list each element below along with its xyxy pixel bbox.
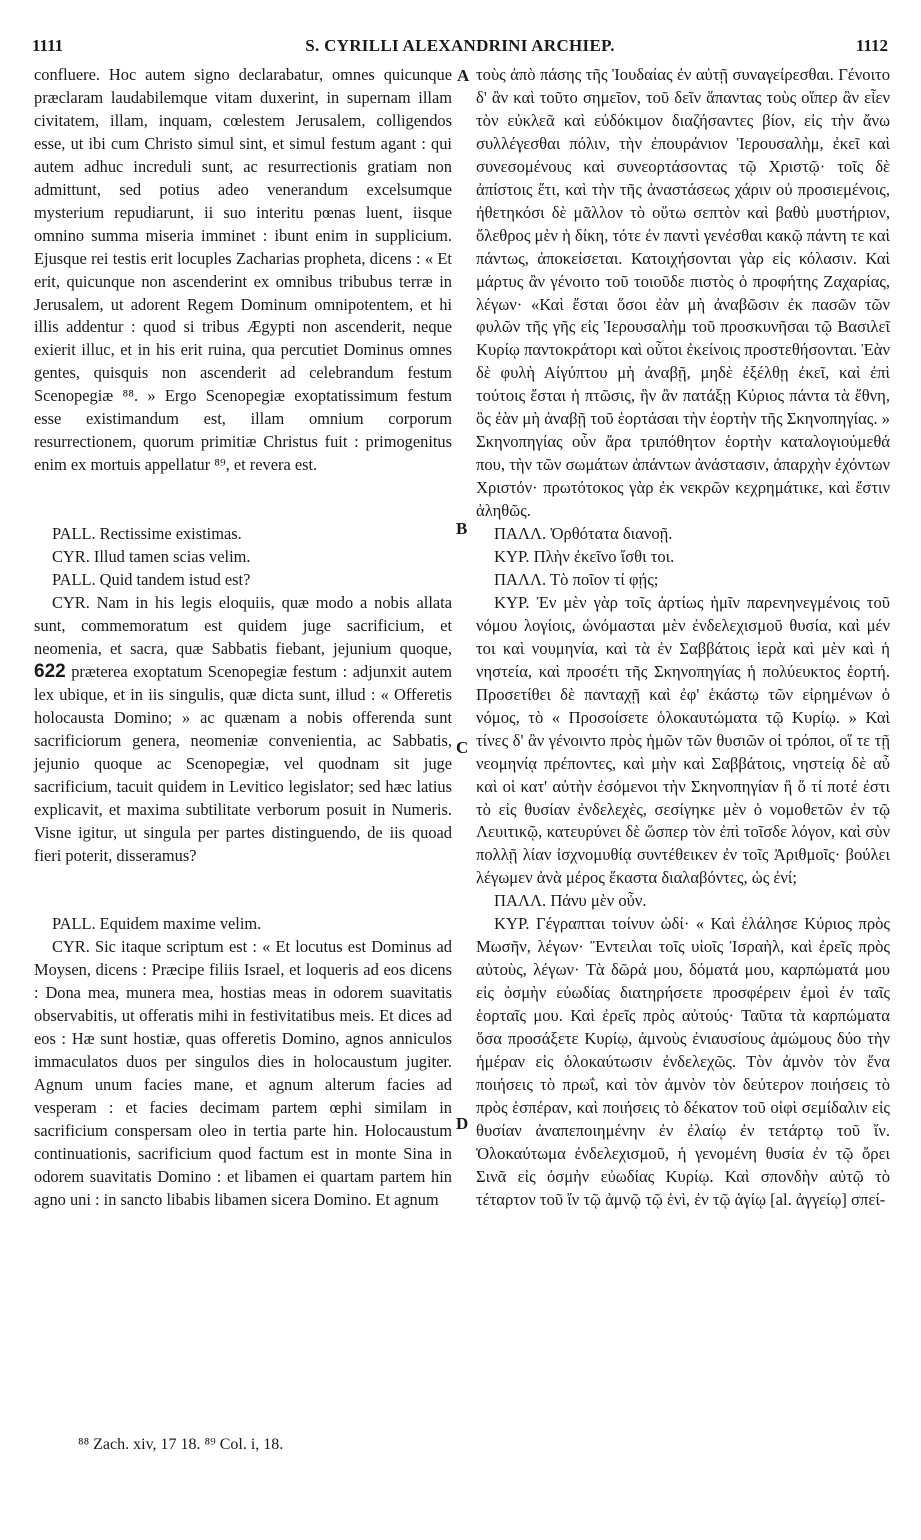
page-marker-622: 622 xyxy=(34,660,66,682)
latin-text: præterea exoptatum Scenopegiæ festum : adjunxit autem lex ubique, et in iis singulis, quæ dicta sunt, illud : « Offeretis holocausta Domino; » ac quænam a nobis offerenda sunt sacrificiorum genera, neomeniæ convenientia, ac Sabbatis, jejunio quoque ac Scenopegiæ, vel quodnam sit juge sacrificium, tacuit quidem in Levitico legislator; sed hæc latius explicavit, et maxima subtilitate verborum posuit in Numeris. Visne igitur, ut singula per partes distinguendo, de iis quoad fieri poterit, disseramus? xyxy=(34,661,452,865)
page-number-right: 1112 xyxy=(855,36,888,55)
latin-dialogue-line: PALL. Equidem maxime velim. xyxy=(52,914,262,934)
greek-dialogue-line: ΠΑΛΛ. Πάνυ μὲν οὖν. xyxy=(494,891,647,911)
latin-dialogue-line: PALL. Quid tandem istud est? xyxy=(52,570,251,590)
greek-dialogue-line: ΚΥΡ. Πλὴν ἐκεῖνο ἴσθι τοι. xyxy=(494,547,675,567)
greek-dialogue-line: ΠΑΛΛ. Ὀρθότατα διανοῇ. xyxy=(494,524,673,544)
margin-marker-b: B xyxy=(456,519,468,538)
greek-dialogue-line: ΠΑΛΛ. Τὸ ποῖον τί φῄς; xyxy=(494,569,659,589)
running-title: S. CYRILLI ALEXANDRINI ARCHIEP. xyxy=(305,36,615,55)
latin-text: CYR. Nam in his legis eloquiis, quæ modo a nobis allata sunt, commemoratum est quidem juge sacrificium, et neomenia, et sacra, quæ Sabbatis fiebant, jejunium quoque, xyxy=(34,593,452,658)
latin-paragraph: CYR. Sic itaque scriptum est : « Et locutus est Dominus ad Moysen, dicens : Præcipe filiis Israel, et loqueris ad eos dicens : Dona mea, munera mea, hostias meas in odorem suavitatis observabitis, ut offeratis mihi in festivitatibus meis. Et dices ad eos : Hæ sunt hostiæ, quas offeretis Domino, agnos anniculos immaculatos duos per singulos dies in holocaustum jugiter. Agnum unum facies mane, et agnum alterum facies ad vesperam : et facies decimam partem œphi similam in sacrificium conspersam oleo in tertia parte hin. Holocaustum continuationis, sacrificium quod factum est in monte Sina in odorem suavitatis Domino : et libamen ei quartam partem hin agno uni : in sancto libabis libamen sicera Domino. Et agnum xyxy=(34,937,452,1209)
latin-dialogue-line: CYR. Illud tamen scias velim. xyxy=(52,547,251,567)
latin-paragraph: confluere. Hoc autem signo declarabatur, omnes quicunque præclaram laudabilemque vitam duxerint, in supernam illam civitatem, illam, inquam, cœlestem Jerusalem, colligendos esse, ut ibi cum Christo simul sint, et simul festum agant : qui autem adhuc increduli sunt, ac resurrectionis gratiam non admittunt, sed potius adeo venerandum excelsumque mysterium repudiarunt, ii suo interitu pœnas luent, iisque omnino summa miseria imminet : ibunt enim in supplicium. Ejusque rei testis erit locuples Zacharias propheta, dicens : « Et erit, quicunque non ascenderint ex omnibus tribubus terræ in Jerusalem, ut adorent Regem Dominum omnipotentem, et hi illis addentur : quod si tribus Ægypti non ascenderit, neque exierit illuc, et in his erit ruina, qua percutiet Dominus omnes gentes, quisquis non ascenderit ad celebrandum festum Scenopegiæ ⁸⁸. » Ergo Scenopegiæ exoptatissimum festum esse existimandum est, illam omnium corporum resurrectionem, quorum primitiæ Christus fuit : primogenitus enim ex mortuis appellatur ⁸⁹, et revera est. xyxy=(34,65,452,475)
margin-marker-a: A xyxy=(457,66,470,85)
greek-paragraph: τοὺς ἀπὸ πάσης τῆς Ἰουδαίας ἐν αὐτῇ συναγείρεσθαι. Γένοιτο δ' ἂν καὶ τοῦτο σημεῖον, τοῦ δεῖν ἅπαντας τοὺς οἵπερ ἂν εἶεν τὸν εὐκλεᾶ καὶ εὐδόκιμον διαζήσαντες βίον, εἰς τὴν ἄνω συλλέγεσθαι πόλιν, τὴν ἐπουράνιον Ἱερουσαλὴμ, ἐκεῖ καὶ συνεσομένους καὶ συνεορτάσοντας τῷ Χριστῷ· τοῖς δὲ ἀπίστοις ἔτι, καὶ τὴν τῆς ἀναστάσεως χάριν οὐ προσιεμένοις, ἠθετηκόσι δὲ μᾶλλον τὸ οὕτω σεπτὸν καὶ βαθὺ μυστήριον, ὄλεθρος μὲν ἡ δίκη, τότε ἐν παντὶ γενέσθαι κακῷ πάντη τε καὶ πάντως, ἀποκείσεται. Κατοιχήσονται γὰρ εἰς κόλασιν. Καὶ μάρτυς ἂν γένοιτο τοῦ τοιοῦδε πιστὸς ὁ προφήτης Ζαχαρίας, λέγων· «Καὶ ἔσται ὅσοι ἐὰν μὴ ἀναβῶσιν ἐκ πασῶν τῶν φυλῶν τῆς γῆς εἰς Ἱερουσαλὴμ τοῦ προσκυνῆσαι τῷ Βασιλεῖ Κυρίῳ παντοκράτορι καὶ οὗτοι ἐκείνοις προστεθήσονται. Ἐὰν δὲ φυλὴ Αἰγύπτου μὴ ἀναβῇ, μηδὲ ἐξέλθῃ ἐκεῖ, καὶ ἐπὶ τούτοις ἔσται ἡ πτῶσις, ἣν ἂν πατάξῃ Κύριος πάντα τὰ ἔθνη, ὃς ἐὰν μὴ ἀναβῇ τοῦ ἑορτάσαι τὴν ἑορτὴν τῆς Σκηνοπηγίας. » Σκηνοπηγίας οὖν ἄρα τριπόθητον ἑορτὴν καταλογιούμεθά που, τὴν τῶν σωμάτων ἁπάντων ἀνάστασιν, ἀπαρχὴν ἐχόντων Χριστόν· πρωτότοκος γὰρ ἐκ νεκρῶν κεχρημάτικε, καὶ ἔστιν ἀληθῶς. xyxy=(476,65,891,521)
greek-column xyxy=(476,64,890,1212)
latin-column xyxy=(34,64,452,1212)
running-header xyxy=(32,36,888,62)
greek-paragraph: ΚΥΡ. Ἐν μὲν γὰρ τοῖς ἀρτίως ἡμῖν παρενηνεγμένοις τοῦ νόμου λογίοις, ὠνόμασται μὲν ἐνδελεχισμοῦ θυσία, καὶ μέν τοι καὶ νουμηνία, καὶ τὰ ἐν Σαββάτοις ἱερὰ καὶ μὲν καὶ ἡ νηστεία, καὶ προσέτι τῆς Σκηνοπηγίας ἡ πολύευκτος ἑορτή. Προσετίθει δὲ πανταχῇ καὶ ἐφ' ἑκάστῳ τῶν εἰρημένων ὁ νόμος, τὸ « Προσοίσετε ὁλοκαυτώματα τῷ Κυρίῳ. » Καὶ τίνες δ' ἂν γένοιντο πρὸς ἡμῶν τῶν θυσιῶν οἱ τρόποι, οἵ τε τῇ νεομηνίᾳ πρέποντες, καὶ μὴν καὶ Σαββάτοις, νηστείᾳ δὲ αὖ καὶ οἱ κατ' αὐτὴν ἐσόμενοι τὴν Σκηνοπηγίαν ἢ ὅ τί ποτέ ἐστι τὸ εἰς θυσίαν ἐνδελεχὲς, σεσίγηκε μὲν ὁ νομοθετῶν ἐν τῷ Λευιτικῷ, κατευρύνει δὲ ὥσπερ τὸν ἐπὶ τοῖσδε λόγον, καὶ σὺν πολλῇ λίαν ἰσχνομυθίᾳ συντέθεικεν ἐν τοῖς Ἀριθμοῖς· βούλει λέγωμεν ἀνὰ μέρος ἕκαστα διαλαβόντες, ὡς ἐνί; xyxy=(476,592,890,888)
page-number-left: 1111 xyxy=(32,36,64,55)
latin-paragraph xyxy=(34,592,452,867)
footnotes: ⁸⁸ Zach. xiv, 17 18. ⁸⁹ Col. i, 18. xyxy=(78,1436,284,1453)
latin-dialogue-line: PALL. Rectissime existimas. xyxy=(52,524,242,544)
greek-paragraph: ΚΥΡ. Γέγραπται τοίνυν ὡδί· « Καὶ ἐλάλησε Κύριος πρὸς Μωσῆν, λέγων· Ἔντειλαι τοῖς υἱοῖς Ἰσραὴλ, καὶ ἐρεῖς πρὸς αὐτοὺς, λέγων· Τὰ δῶρά μου, δόματά μου, καρπώματά μου εἰς ὀσμὴν εὐωδίας διατηρήσετε προσφέρειν ἐμοὶ ἐν ταῖς ἑορταῖς μου. Καὶ ἐρεῖς πρὸς αὐτούς· Ταῦτα τὰ καρπώματα ὅσα προσάξετε Κυρίῳ, ἀμνοὺς ἐνιαυσίους ἀμώμους δύο τὴν ἡμέραν εἰς ὁλοκαύτωσιν ἐνδελεχῶς. Τὸν ἀμνὸν τὸν ἕνα ποιήσεις τὸ πρωΐ, καὶ τὸν ἀμνὸν τὸν δεύτερον ποιήσεις τὸ πρὸς ἑσπέραν, καὶ ποιήσεις τὸ δέκατον τοῦ οἰφὶ σεμίδαλιν εἰς θυσίαν ἀναπεποιημένην ἐν ἐλαίῳ ἐν τετάρτῳ τοῦ ἴν. Ὁλοκαύτωμα ἐνδελεχισμοῦ, ἡ γενομένη θυσία ἐν τῷ ὄρει Σινᾶ εἰς ὀσμὴν εὐωδίας Κυρίῳ. Καὶ σπονδὴν αὐτῷ τὸ τέταρτον τοῦ ἴν τῷ ἀμνῷ τῷ ἑνὶ, ἐν τῷ ἁγίῳ [al. ἀγγείῳ] σπεί- xyxy=(476,914,890,1209)
margin-marker-d: D xyxy=(456,1114,469,1133)
margin-marker-c: C xyxy=(456,738,469,757)
